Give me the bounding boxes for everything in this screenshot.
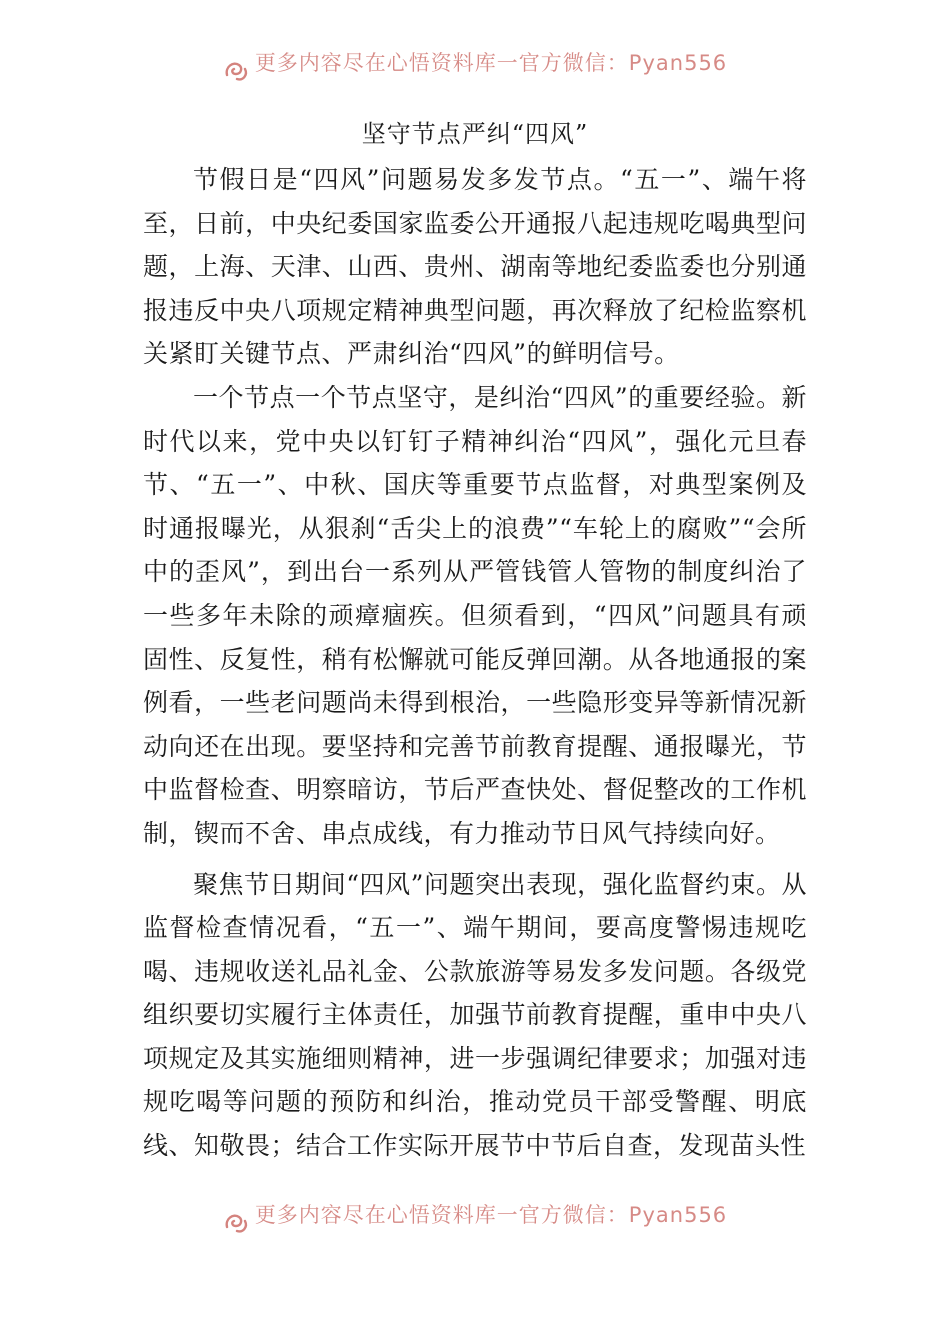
document-body xyxy=(143,158,807,1168)
paragraph: 节假日是“四风”问题易发多发节点。“五一”、端午将至，日前，中央纪委国家监委公开通报八起违规吃喝典型问题，上海、天津、山西、贵州、湖南等地纪委监委也分别通报违反中央八项规定精神典型问题，再次释放了纪检监察机关紧盯关键节点、严肃纠治“四风”的鲜明信号。 xyxy=(143,165,807,369)
document-title: 坚守节点严纠“四风” xyxy=(361,120,589,148)
watermark-text: 更多内容尽在心悟资料库一官方微信：Pyan556 xyxy=(254,51,728,75)
paragraph: 聚焦节日期间“四风”问题突出表现，强化监督约束。从监督检查情况看，“五一”、端午期间，要高度警惕违规吃喝、违规收送礼品礼金、公款旅游等易发多发问题。各级党组织要切实履行主体责任，加强节前教育提醒，重申中央八项规定及其实施细则精神，进一步强调纪律要求；加强对违规吃喝等问题的预防和纠治，推动党员干部受警醒、明底线、知敬畏；结合工作实际开展节中节后自查，发现苗头性 xyxy=(143,869,807,1161)
paragraph: 一个节点一个节点坚守，是纠治“四风”的重要经验。新时代以来，党中央以钉钉子精神纠治“四风”，强化元旦春节、“五一”、中秋、国庆等重要节点监督，对典型案例及时通报曝光，从狠刹“舌尖上的浪费”“车轮上的腐败”“会所中的歪风”，到出台一系列从严管钱管人管物的制度纠治了一些多年未除的顽瘴痼疾。但须看到，“四风”问题具有顽固性、反复性，稍有松懈就可能反弹回潮。从各地通报的案例看，一些老问题尚未得到根治，一些隐形变异等新情况新动向还在出现。要坚持和完善节前教育提醒、通报曝光，节中监督检查、明察暗访，节后严查快处、督促整改的工作机制，锲而不舍、串点成线，有力推动节日风气持续向好。 xyxy=(143,382,807,848)
watermark-header xyxy=(0,50,950,90)
watermark-footer xyxy=(0,1202,950,1242)
watermark-logo-icon xyxy=(223,57,249,83)
watermark-logo-icon xyxy=(223,1209,249,1235)
watermark-text: 更多内容尽在心悟资料库一官方微信：Pyan556 xyxy=(254,1203,728,1227)
